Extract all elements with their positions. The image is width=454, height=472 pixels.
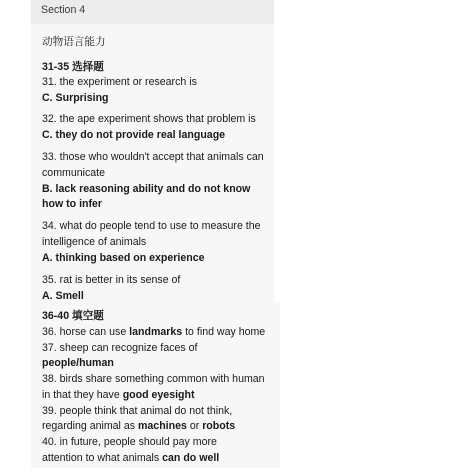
q36-after: to find way home xyxy=(182,326,266,338)
q31-answer: C. Surprising xyxy=(42,92,109,104)
part1-heading: 31-35 选择题 xyxy=(42,61,104,73)
q38-line2 xyxy=(42,388,195,402)
section-title: Section 4 xyxy=(41,4,86,16)
q36-answer: landmarks xyxy=(129,326,183,338)
q39-line2 xyxy=(42,419,235,433)
q37-answer: people/human xyxy=(42,357,114,369)
q38-before: in that they have xyxy=(42,389,123,401)
q36-before: 36. horse can use xyxy=(42,326,130,338)
q40-before: attention to what animals xyxy=(42,452,163,464)
q39-answer1: machines xyxy=(138,420,187,432)
q36-line xyxy=(42,325,265,339)
q33-question-line1: 33. those who wouldn't accept that animals can xyxy=(42,151,264,163)
q33-answer-line1: B. lack reasoning ability and do not know xyxy=(42,183,251,195)
q39-answer2: robots xyxy=(202,420,236,432)
q38-answer: good eyesight xyxy=(122,389,195,401)
q40-answer: can do well xyxy=(162,452,220,464)
q39-before: regarding animal as xyxy=(42,420,138,432)
q33-answer-line2: how to infer xyxy=(42,198,103,210)
q37-question: 37. sheep can recognize faces of xyxy=(42,342,198,354)
q35-answer: A. Smell xyxy=(42,290,84,302)
document-title: 动物语言能力 xyxy=(42,36,106,48)
q33-question-line2: communicate xyxy=(42,167,105,179)
q39-middle: or xyxy=(186,420,203,432)
q32-answer: C. they do not provide real language xyxy=(42,129,226,141)
q39-line1: 39. people think that animal do not think, xyxy=(42,405,233,417)
q32-question: 32. the ape experiment shows that problem is xyxy=(42,113,256,125)
q40-line1: 40. in future, people should pay more xyxy=(42,436,217,448)
q38-line1: 38. birds share something common with human xyxy=(42,373,265,385)
q40-line2 xyxy=(42,451,219,465)
q34-answer: A. thinking based on experience xyxy=(42,252,205,264)
q35-question: 35. rat is better in its sense of xyxy=(42,274,181,286)
section-header xyxy=(31,0,274,24)
q34-question-line1: 34. what do people tend to use to measure the xyxy=(42,220,261,232)
part2-heading: 36-40 填空题 xyxy=(42,310,104,322)
q34-question-line2: intelligence of animals xyxy=(42,236,147,248)
q31-question: 31. the experiment or research is xyxy=(42,76,197,88)
